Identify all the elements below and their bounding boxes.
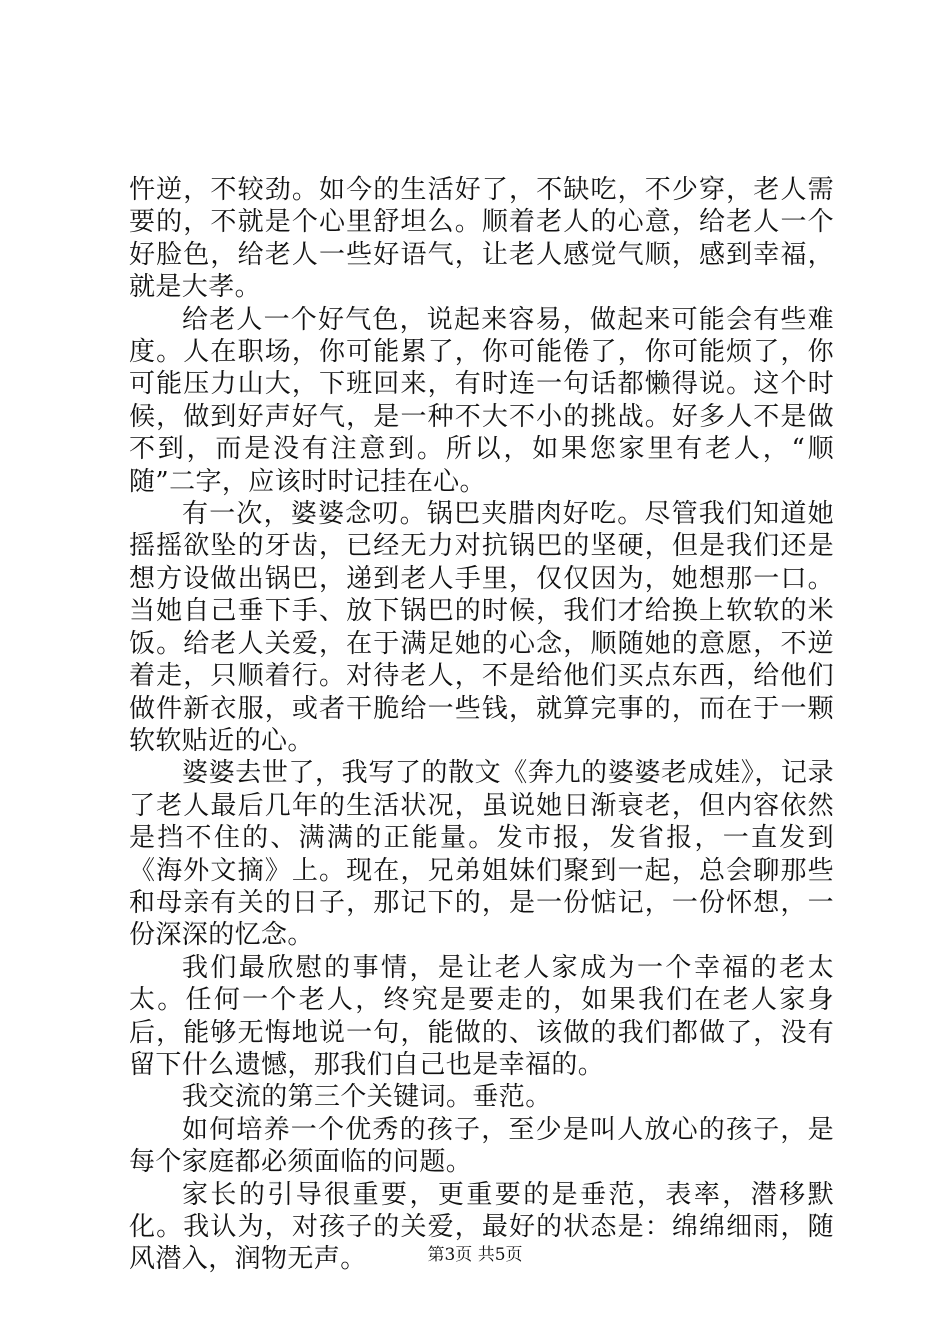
- paragraph-7: 如何培养一个优秀的孩子，至少是叫人放心的孩子，是每个家庭都必须面临的问题。: [129, 1114, 834, 1178]
- document-body: [129, 174, 834, 1276]
- paragraph-4: 婆婆去世了，我写了的散文《奔九的婆婆老成娃》，记录了老人最后几年的生活状况，虽说她日渐衰老，但内容依然是挡不住的、满满的正能量。发市报，发省报，一直发到《海外文摘》上。现在，兄弟姐妹们聚到一起，总会聊那些和母亲有关的日子，那记下的，是一份惦记，一份怀想，一份深深的忆念。: [129, 758, 834, 951]
- paragraph-1: 忤逆，不较劲。如今的生活好了，不缺吃，不少穿，老人需要的，不就是个心里舒坦么。顺着老人的心意，给老人一个好脸色，给老人一些好语气，让老人感觉气顺，感到幸福，就是大孝。: [129, 175, 834, 303]
- page-number: 第3页 共5页: [427, 1245, 523, 1265]
- paragraph-5: 我们最欣慰的事情，是让老人家成为一个幸福的老太太。任何一个老人，终究是要走的，如果我们在老人家身后，能够无悔地说一句，能做的、该做的我们都做了，没有留下什么遗憾，那我们自己也是幸福的。: [129, 952, 834, 1080]
- paragraph-3: 有一次，婆婆念叨。锅巴夹腊肉好吃。尽管我们知道她摇摇欲坠的牙齿，已经无力对抗锅巴的坚硬，但是我们还是想方设做出锅巴，递到老人手里，仅仅因为，她想那一口。当她自己垂下手、放下锅巴的时候，我们才给换上软软的米饭。给老人关爱，在于满足她的心念，顺随她的意愿，不逆着走，只顺着行。对待老人，不是给他们买点东西，给他们做件新衣服，或者干脆给一些钱，就算完事的，而在于一颗软软贴近的心。: [129, 499, 834, 756]
- paragraph-6: 我交流的第三个关键词。垂范。: [182, 1082, 552, 1113]
- page-footer: [0, 1240, 950, 1265]
- paragraph-2: 给老人一个好气色，说起来容易，做起来可能会有些难度。人在职场，你可能累了，你可能倦了，你可能烦了，你可能压力山大，下班回来，有时连一句话都懒得说。这个时候，做到好声好气，是一种不大不小的挑战。好多人不是做不到，而是没有注意到。所以，如果您家里有老人，“顺随”二字，应该时时记挂在心。: [129, 304, 834, 497]
- paragraph-8: 家长的引导很重要，更重要的是垂范，表率，潜移默化。我认为，对孩子的关爱，最好的状态是：绵绵细雨，随风潜入，润物无声。: [129, 1179, 834, 1275]
